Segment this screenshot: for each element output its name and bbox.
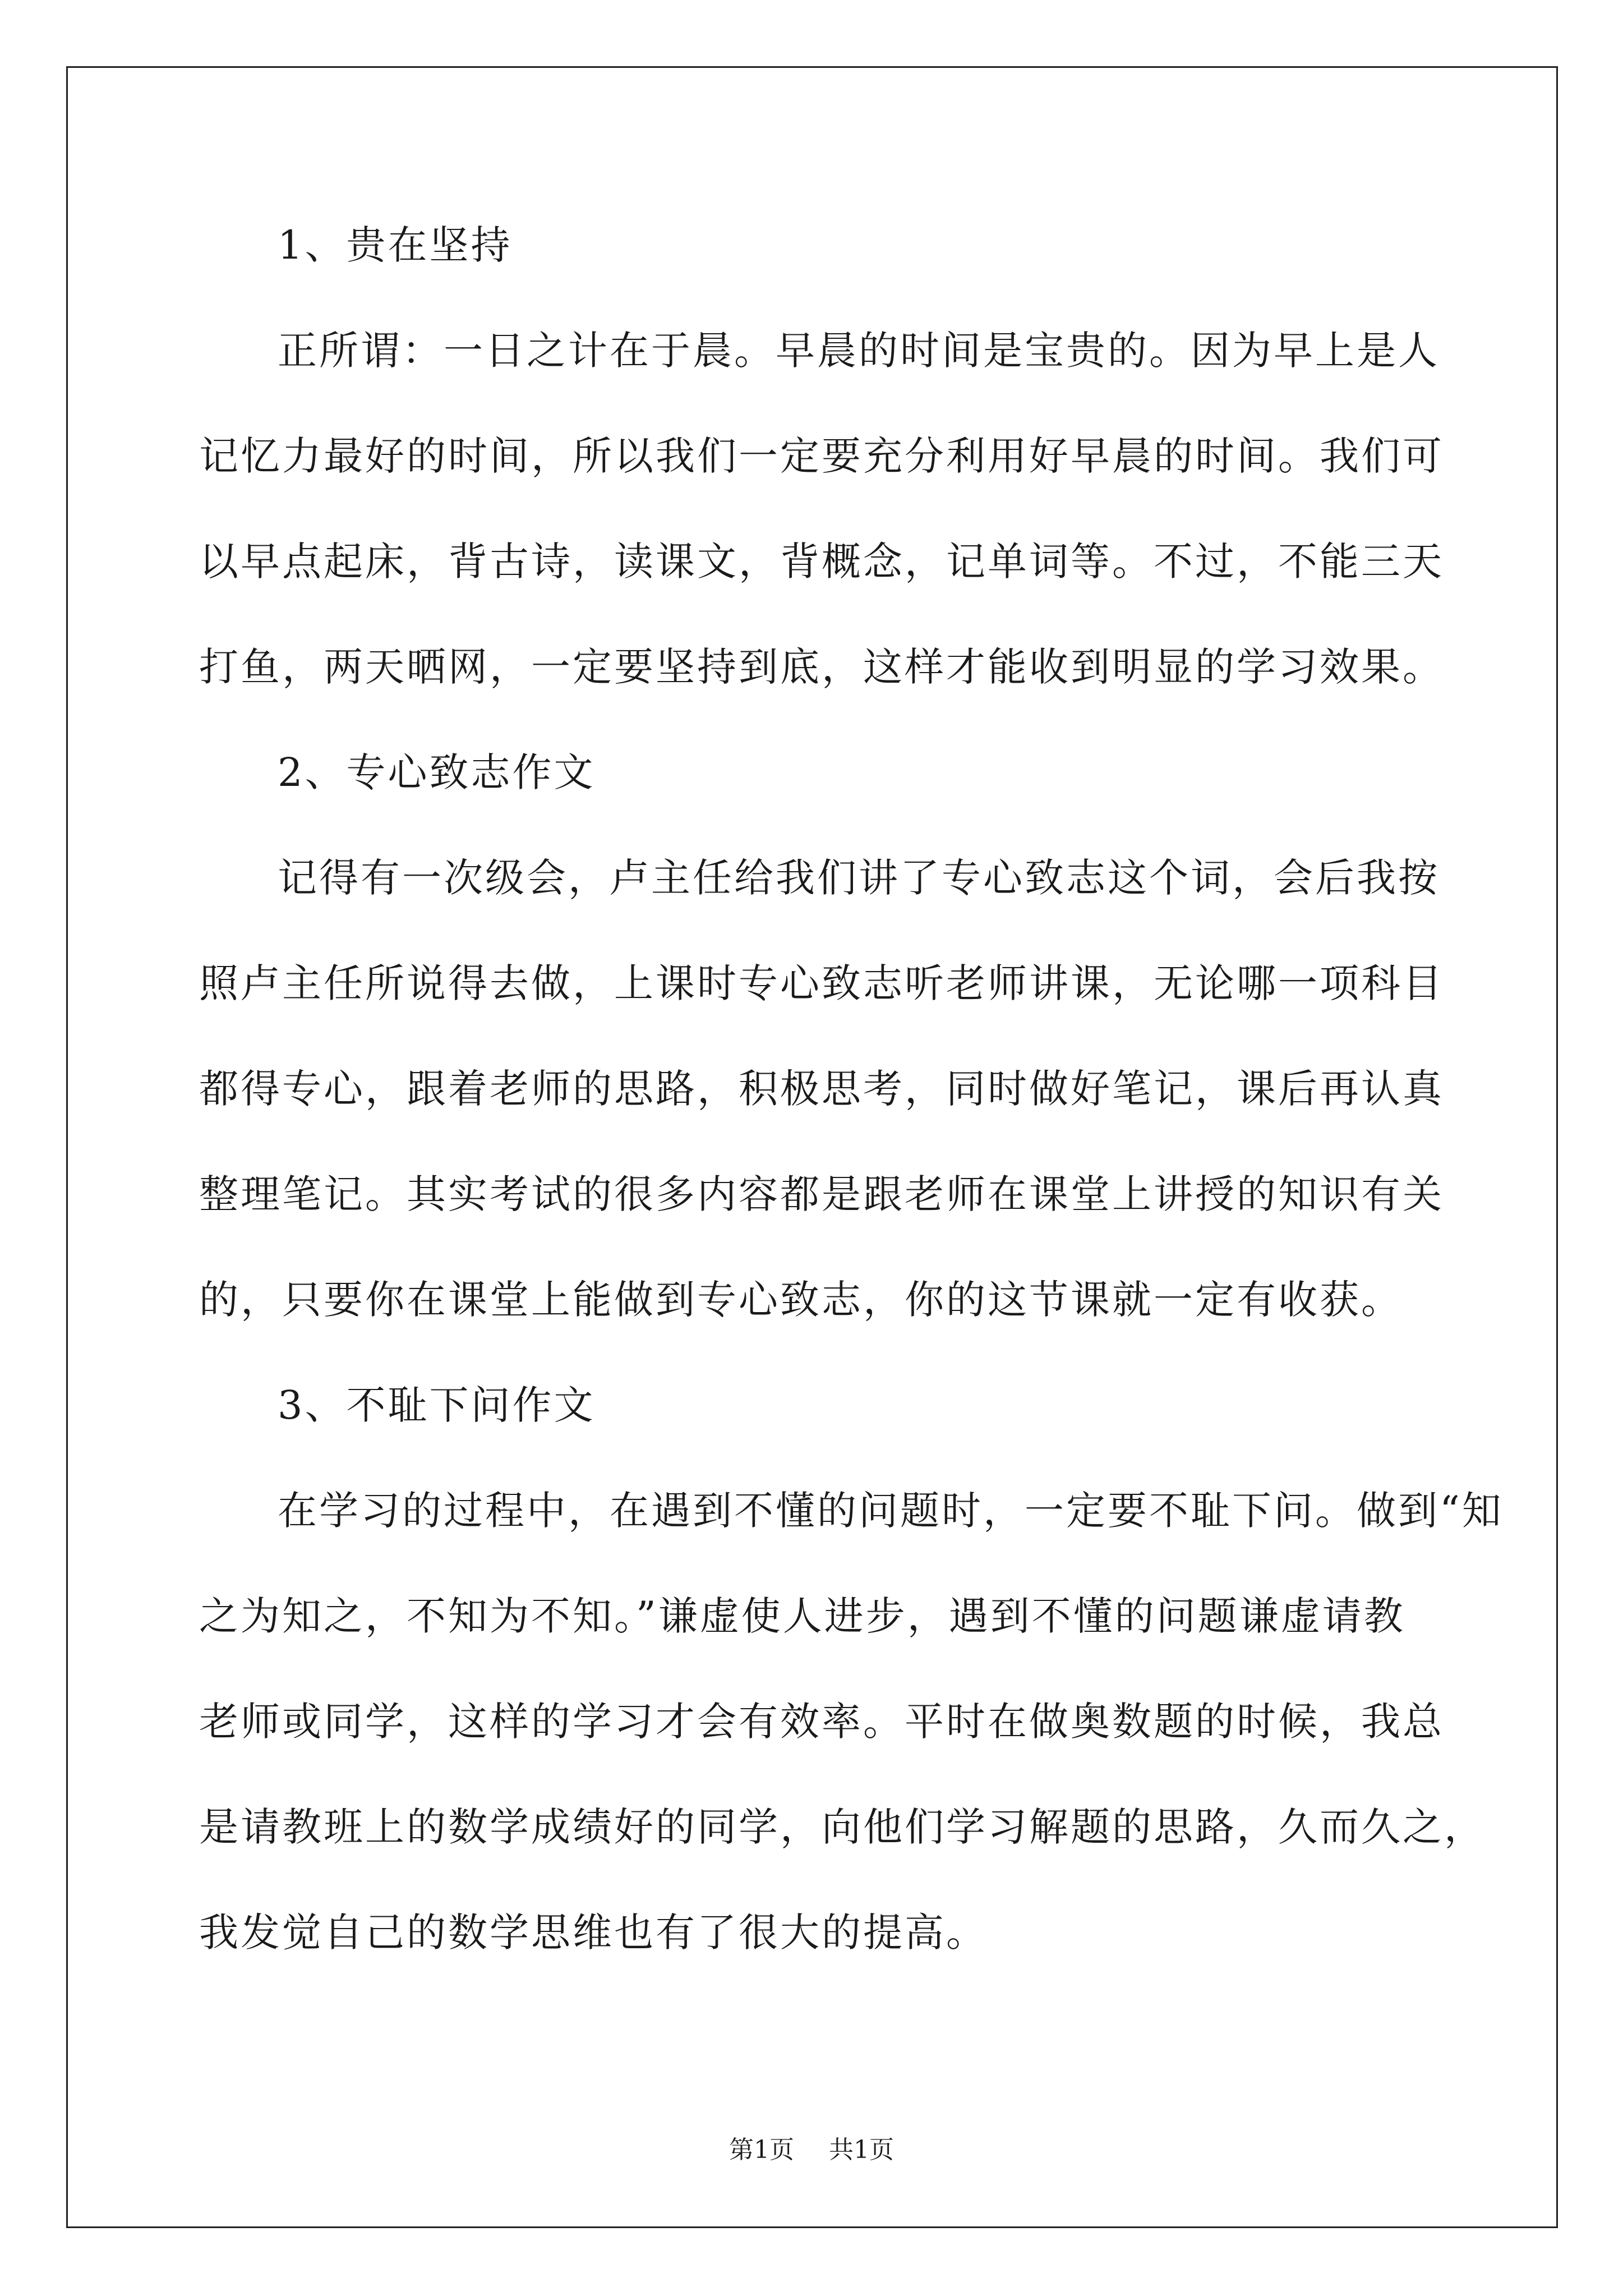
paragraph-line: 正所谓：一日之计在于晨。早晨的时间是宝贵的。因为早上是人 [278, 328, 1440, 374]
paragraph-line: 照卢主任所说得去做，上课时专心致志听老师讲课，无论哪一项科目 [199, 960, 1444, 1006]
paragraph-line: 我发觉自己的数学思维也有了很大的提高。 [199, 1910, 988, 1955]
section-heading: 1、贵在坚持 [278, 222, 513, 268]
paragraph-line: 在学习的过程中，在遇到不懂的问题时，一定要不耻下问。做到“知 [278, 1488, 1504, 1534]
paragraph-line: 整理笔记。其实考试的很多内容都是跟老师在课堂上讲授的知识有关 [199, 1171, 1444, 1217]
paragraph-line: 之为知之，不知为不知。”谦虚使人进步，遇到不懂的问题谦虚请教 [199, 1593, 1405, 1639]
paragraph-line: 记得有一次级会，卢主任给我们讲了专心致志这个词，会后我按 [278, 855, 1440, 901]
paragraph-line: 记忆力最好的时间，所以我们一定要充分利用好早晨的时间。我们可 [199, 433, 1444, 479]
paragraph-line: 打鱼，两天晒网，一定要坚持到底，这样才能收到明显的学习效果。 [199, 644, 1444, 690]
paragraph-line: 的，只要你在课堂上能做到专心致志，你的这节课就一定有收获。 [199, 1277, 1403, 1323]
page-number-current: 第1页 [729, 2136, 794, 2164]
section-heading: 3、不耻下问作文 [278, 1382, 596, 1428]
page-number-total: 共1页 [829, 2136, 894, 2164]
paragraph-line: 以早点起床，背古诗，读课文，背概念，记单词等。不过，不能三天 [199, 539, 1444, 585]
section-heading: 2、专心致志作文 [278, 749, 596, 795]
document-body [199, 219, 1504, 1959]
paragraph-line: 是请教班上的数学成绩好的同学，向他们学习解题的思路，久而久之， [199, 1804, 1486, 1850]
paragraph-line: 都得专心，跟着老师的思路，积极思考，同时做好笔记，课后再认真 [199, 1066, 1444, 1112]
page-footer [0, 2134, 1623, 2166]
paragraph-line: 老师或同学，这样的学习才会有效率。平时在做奥数题的时候，我总 [199, 1699, 1444, 1745]
